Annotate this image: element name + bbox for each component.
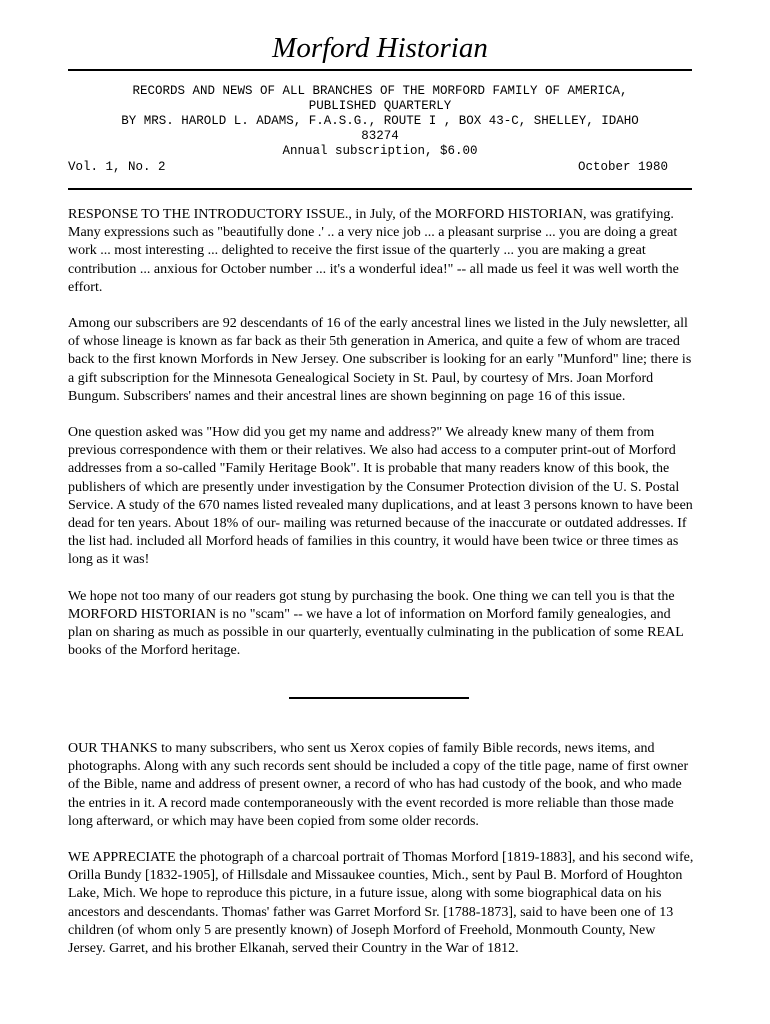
- issue-date: October 1980: [577, 160, 668, 174]
- paragraph: RESPONSE TO THE INTRODUCTORY ISSUE., in July, of the MORFORD HISTORIAN, was gratifying. Many expressions such as "beautifully done .' .. a very nice job ... a pleasant surprise ... you are doing a great work ... most interesting ... delighted to receive the first issue of the quarterly ... you are making a great contribution ... anxious for October number ... it's a wonderful idea!" -- all made us feel it was well worth the effort.: [68, 207, 679, 295]
- volume-number: Vol. 1, No. 2: [68, 160, 166, 174]
- header-bottom-rule: [68, 188, 692, 190]
- top-rule: [68, 69, 692, 71]
- paragraph: One question asked was "How did you get my name and address?" We already knew many of them from previous correspondence with them or their relatives. We also had access to a computer print-out of Morford addresses from a so-called "Family Heritage Book". It is probable that many readers know of this book, the publishers of which are presently under investigation by the Consumer Protection division of the U. S. Postal Service. A study of the 670 names listed revealed many duplications, and at least 3 persons known to have been dead for ten years. About 18% of our- mailing was returned because of the inaccurate or outdated addresses. If the list had. included all Morford heads of families in this country, it would have been twice or three times as long as it was!: [68, 425, 693, 568]
- masthead-line-2: PUBLISHED QUARTERLY: [308, 99, 452, 113]
- paragraph: Among our subscribers are 92 descendants of 16 of the early ancestral lines we listed in the July newsletter, all of whose lineage is known as far back as their 5th generation in America, and quite a few of whom are traced back to the first known Morfords in New Jersey. One subscriber is looking for an early "Munford" line; there is a gift subscription for the Minnesota Genealogical Society in St. Paul, by courtesy of Mrs. Joan Morford Bungum. Subscribers' names and their ancestral lines are shown beginning on page 16 of this issue.: [68, 316, 692, 404]
- paragraph: WE APPRECIATE the photograph of a charcoal portrait of Thomas Morford [1819-1883], and his second wife, Orilla Bundy [1832-1905], of Hillsdale and Missaukee counties, Mich., sent by Paul B. Morford of Houghton Lake, Mich. We hope to reproduce this picture, in a future issue, along with some biographical data on his ancestors and descendants. Thomas' father was Garret Morford Sr. [1788-1873], said to have been one of 13 children (of whom only 5 are presently known) of Joseph Morford of Freehold, Monmouth County, New Jersey. Garret, and his brother Elkanah, served their Country in the War of 1812.: [68, 850, 694, 957]
- paragraph: OUR THANKS to many subscribers, who sent us Xerox copies of family Bible records, news items, and photographs. Along with any such records sent should be included a copy of the title page, name of first owner of the Bible, name and address of present owner, a record of who has had custody of the book, and who made the entries in it. A record made contemporaneously with the event recorded is more reliable than those made long afterward, or which may have been copied from some older records.: [68, 741, 689, 829]
- section-divider: [289, 697, 469, 699]
- masthead-line-1: RECORDS AND NEWS OF ALL BRANCHES OF THE MORFORD FAMILY OF AMERICA,: [132, 84, 628, 98]
- article-section-1: [68, 206, 694, 678]
- paragraph: We hope not too many of our readers got stung by purchasing the book. One thing we can tell you is that the MORFORD HISTORIAN is no "scam" -- we have a lot of information on Morford family genealogies, and plan on sharing as much as possible in our quarterly, eventually culminating in the publication of some REAL books of the Morford heritage.: [68, 588, 684, 659]
- masthead-info: [68, 84, 692, 159]
- masthead-line-3: BY MRS. HAROLD L. ADAMS, F.A.S.G., ROUTE I , BOX 43-C, SHELLEY, IDAHO: [121, 114, 639, 128]
- subscription-line: Annual subscription, $6.00: [282, 144, 478, 158]
- article-section-2: [68, 740, 694, 976]
- volume-date-line: [68, 160, 668, 175]
- newsletter-title: Morford Historian: [272, 32, 488, 64]
- masthead-line-4: 83274: [361, 129, 399, 143]
